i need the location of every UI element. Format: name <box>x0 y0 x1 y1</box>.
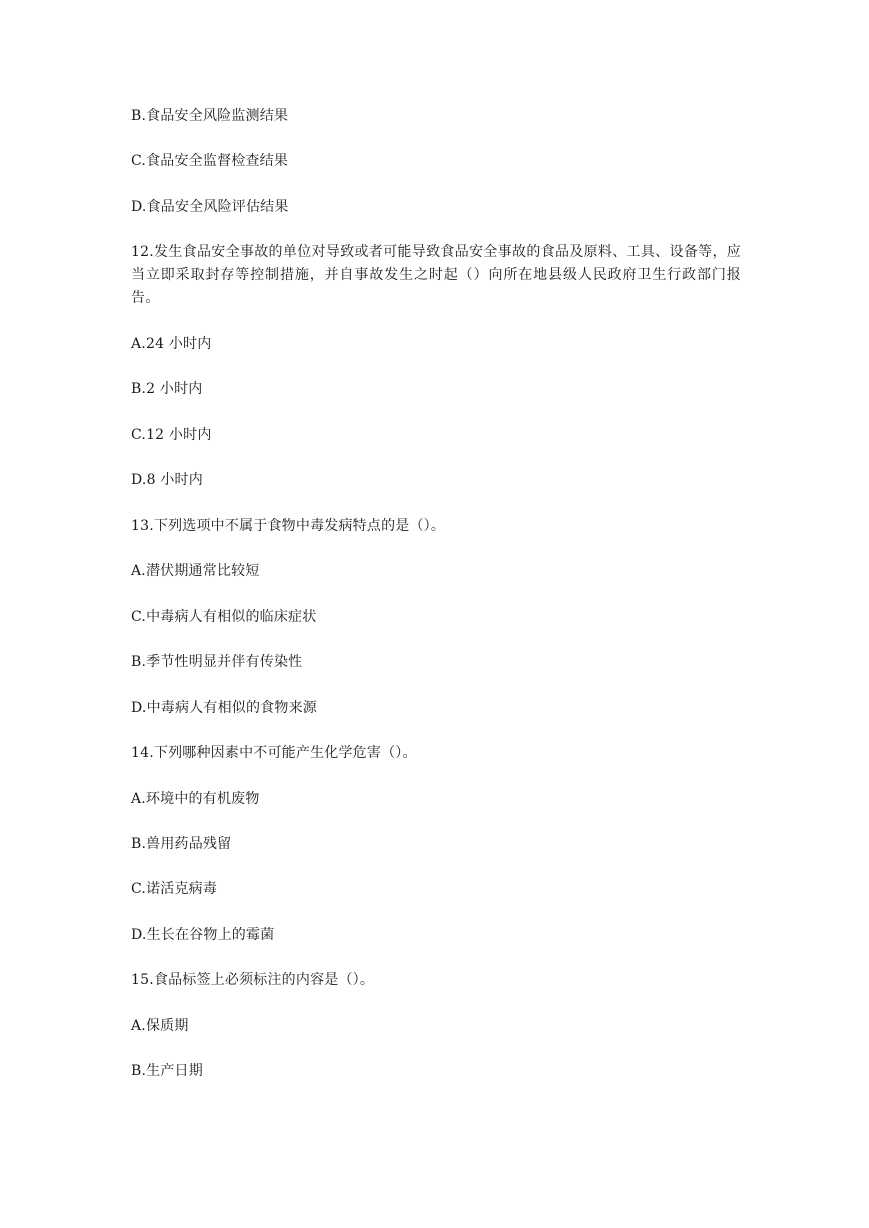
question-14-option-d: D.生长在谷物上的霉菌 <box>131 927 275 943</box>
question-14-option-a: A.环境中的有机废物 <box>131 791 260 807</box>
question-13: 13.下列选项中不属于食物中毒发病特点的是（）。 <box>131 518 446 534</box>
question-14-option-b: B.兽用药品残留 <box>131 836 232 852</box>
question-15: 15.食品标签上必须标注的内容是（）。 <box>131 972 375 988</box>
question-15-option-b: B.生产日期 <box>131 1063 203 1079</box>
question-13-option-a: A.潜伏期通常比较短 <box>131 563 260 579</box>
question-14: 14.下列哪种因素中不可能产生化学危害（）。 <box>131 745 417 761</box>
question-12-option-d: D.8 小时内 <box>131 472 203 488</box>
question-13-option-c: C.中毒病人有相似的临床症状 <box>131 609 317 625</box>
question-15-option-a: A.保质期 <box>131 1018 189 1034</box>
question-12: 12.发生食品安全事故的单位对导致或者可能导致食品安全事故的食品及原料、工具、设备等，应当立即采取封存等控制措施，并自事故发生之时起（）向所在地县级人民政府卫生行政部门报告。 <box>131 244 741 306</box>
question-12-option-b: B.2 小时内 <box>131 381 203 397</box>
option-d-risk-assessment: D.食品安全风险评估结果 <box>131 199 289 215</box>
question-13-option-b: B.季节性明显并伴有传染性 <box>131 654 303 670</box>
question-12-option-c: C.12 小时内 <box>131 427 212 443</box>
question-13-option-d: D.中毒病人有相似的食物来源 <box>131 700 317 716</box>
question-14-option-c: C.诺活克病毒 <box>131 881 218 897</box>
option-b-risk-monitoring: B.食品安全风险监测结果 <box>131 108 289 124</box>
option-c-supervision-results: C.食品安全监督检查结果 <box>131 153 289 169</box>
question-12-option-a: A.24 小时内 <box>131 336 212 352</box>
